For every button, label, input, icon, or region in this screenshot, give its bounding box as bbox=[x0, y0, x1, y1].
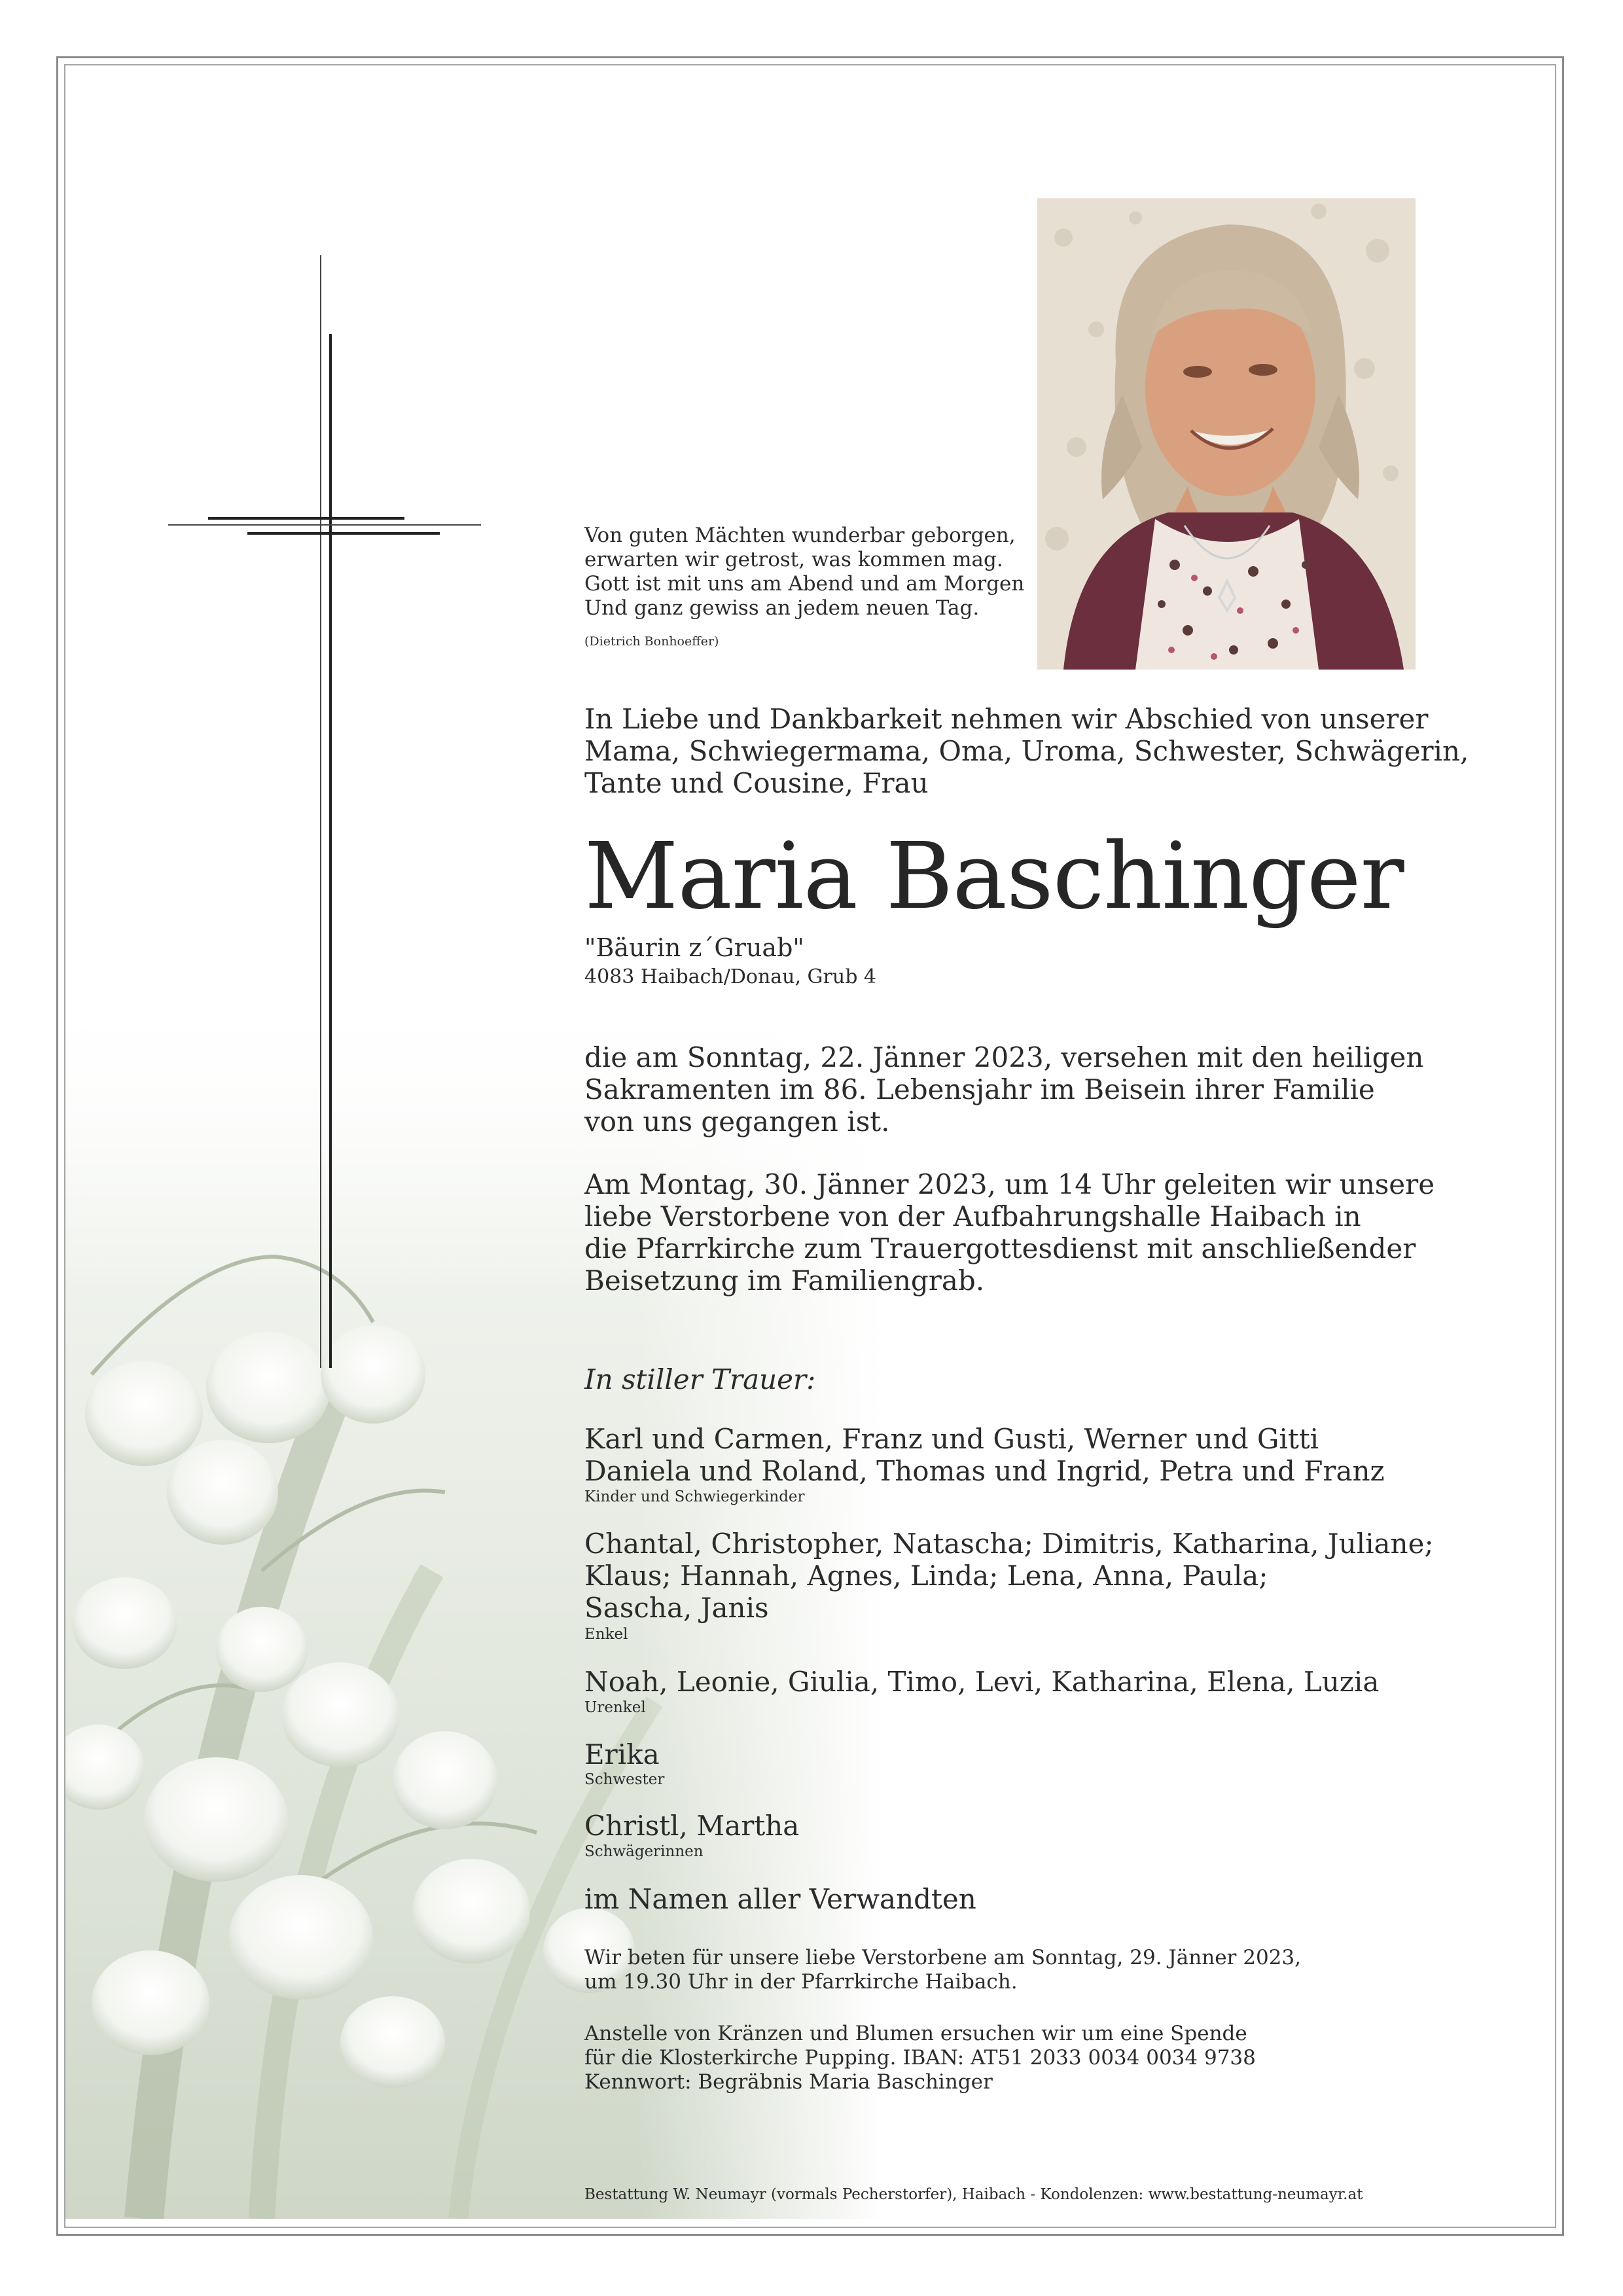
mourner-role: Schwester bbox=[584, 1771, 665, 1788]
death-notice bbox=[584, 1041, 1423, 1138]
portrait-photo bbox=[1037, 198, 1416, 670]
mourner-line: Sascha, Janis bbox=[584, 1592, 769, 1624]
mourner-group-grandchildren bbox=[584, 1528, 1434, 1624]
mourner-line: Daniela und Roland, Thomas und Ingrid, Petra und Franz bbox=[584, 1455, 1385, 1487]
mourner-role: Urenkel bbox=[584, 1699, 646, 1716]
donation-line: Kennwort: Begräbnis Maria Baschinger bbox=[584, 2070, 993, 2094]
quote-text bbox=[584, 524, 1024, 620]
donation-notice bbox=[584, 2022, 1256, 2094]
deceased-name: Maria Baschinger bbox=[584, 823, 1404, 930]
quote-line: Gott ist mit uns am Abend und am Morgen bbox=[584, 572, 1025, 596]
funeral-line: Beisetzung im Familiengrab. bbox=[584, 1265, 985, 1297]
mourner-group-great-grandchildren bbox=[584, 1666, 1379, 1698]
mourner-group-children bbox=[584, 1423, 1385, 1487]
intro-line: Tante und Cousine, Frau bbox=[584, 767, 929, 799]
funeral-line: Am Montag, 30. Jänner 2023, um 14 Uhr geleiten wir unsere bbox=[584, 1168, 1435, 1200]
prayer-notice bbox=[584, 1946, 1301, 1994]
death-line: die am Sonntag, 22. Jänner 2023, versehen mit den heiligen bbox=[584, 1041, 1424, 1073]
death-line: Sakramenten im 86. Lebensjahr im Beisein ihrer Familie bbox=[584, 1073, 1375, 1105]
deceased-address: 4083 Haibach/Donau, Grub 4 bbox=[584, 965, 877, 988]
mourner-line: Noah, Leonie, Giulia, Timo, Levi, Katharina, Elena, Luzia bbox=[584, 1666, 1380, 1698]
prayer-line: Wir beten für unsere liebe Verstorbene am Sonntag, 29. Jänner 2023, bbox=[584, 1946, 1301, 1969]
deceased-nickname: "Bäurin z´Gruab" bbox=[584, 933, 804, 962]
mourner-line: Erika bbox=[584, 1738, 660, 1770]
mourner-line: Karl und Carmen, Franz und Gusti, Werner und Gitti bbox=[584, 1423, 1319, 1455]
intro-line: In Liebe und Dankbarkeit nehmen wir Abschied von unserer bbox=[584, 703, 1429, 735]
relatives-line: im Namen aller Verwandten bbox=[584, 1883, 976, 1915]
funeral-line: die Pfarrkirche zum Trauergottesdienst mit anschließender bbox=[584, 1232, 1416, 1265]
mourners-title: In stiller Trauer: bbox=[584, 1363, 816, 1395]
quote-line: Von guten Mächten wunderbar geborgen, bbox=[584, 524, 1016, 547]
intro-text bbox=[584, 703, 1469, 799]
quote-line: Und ganz gewiss an jedem neuen Tag. bbox=[584, 596, 980, 620]
mourner-role: Schwägerinnen bbox=[584, 1843, 704, 1860]
mourner-role: Enkel bbox=[584, 1626, 628, 1643]
mourner-group-sister bbox=[584, 1738, 660, 1770]
intro-line: Mama, Schwiegermama, Oma, Uroma, Schwester, Schwägerin, bbox=[584, 735, 1469, 767]
donation-line: für die Klosterkirche Pupping. IBAN: AT51 2033 0034 0034 9738 bbox=[584, 2046, 1256, 2070]
mourner-line: Klaus; Hannah, Agnes, Linda; Lena, Anna, Paula; bbox=[584, 1560, 1268, 1592]
death-line: von uns gegangen ist. bbox=[584, 1105, 890, 1138]
funeral-line: liebe Verstorbene von der Aufbahrungshalle Haibach in bbox=[584, 1200, 1361, 1232]
funeral-notice bbox=[584, 1168, 1435, 1297]
mourner-line: Christl, Martha bbox=[584, 1810, 800, 1842]
donation-line: Anstelle von Kränzen und Blumen ersuchen wir um eine Spende bbox=[584, 2022, 1247, 2045]
prayer-line: um 19.30 Uhr in der Pfarrkirche Haibach. bbox=[584, 1970, 1018, 1994]
quote-line: erwarten wir getrost, was kommen mag. bbox=[584, 548, 1003, 571]
mourner-group-sisters-in-law bbox=[584, 1810, 799, 1842]
mourner-role: Kinder und Schwiegerkinder bbox=[584, 1488, 805, 1505]
footer-text: Bestattung W. Neumayr (vormals Pecherstorfer), Haibach - Kondolenzen: www.bestattung-neumayr.at bbox=[584, 2186, 1363, 2203]
quote-author: (Dietrich Bonhoeffer) bbox=[584, 634, 719, 649]
mourner-line: Chantal, Christopher, Natascha; Dimitris, Katharina, Juliane; bbox=[584, 1528, 1434, 1560]
